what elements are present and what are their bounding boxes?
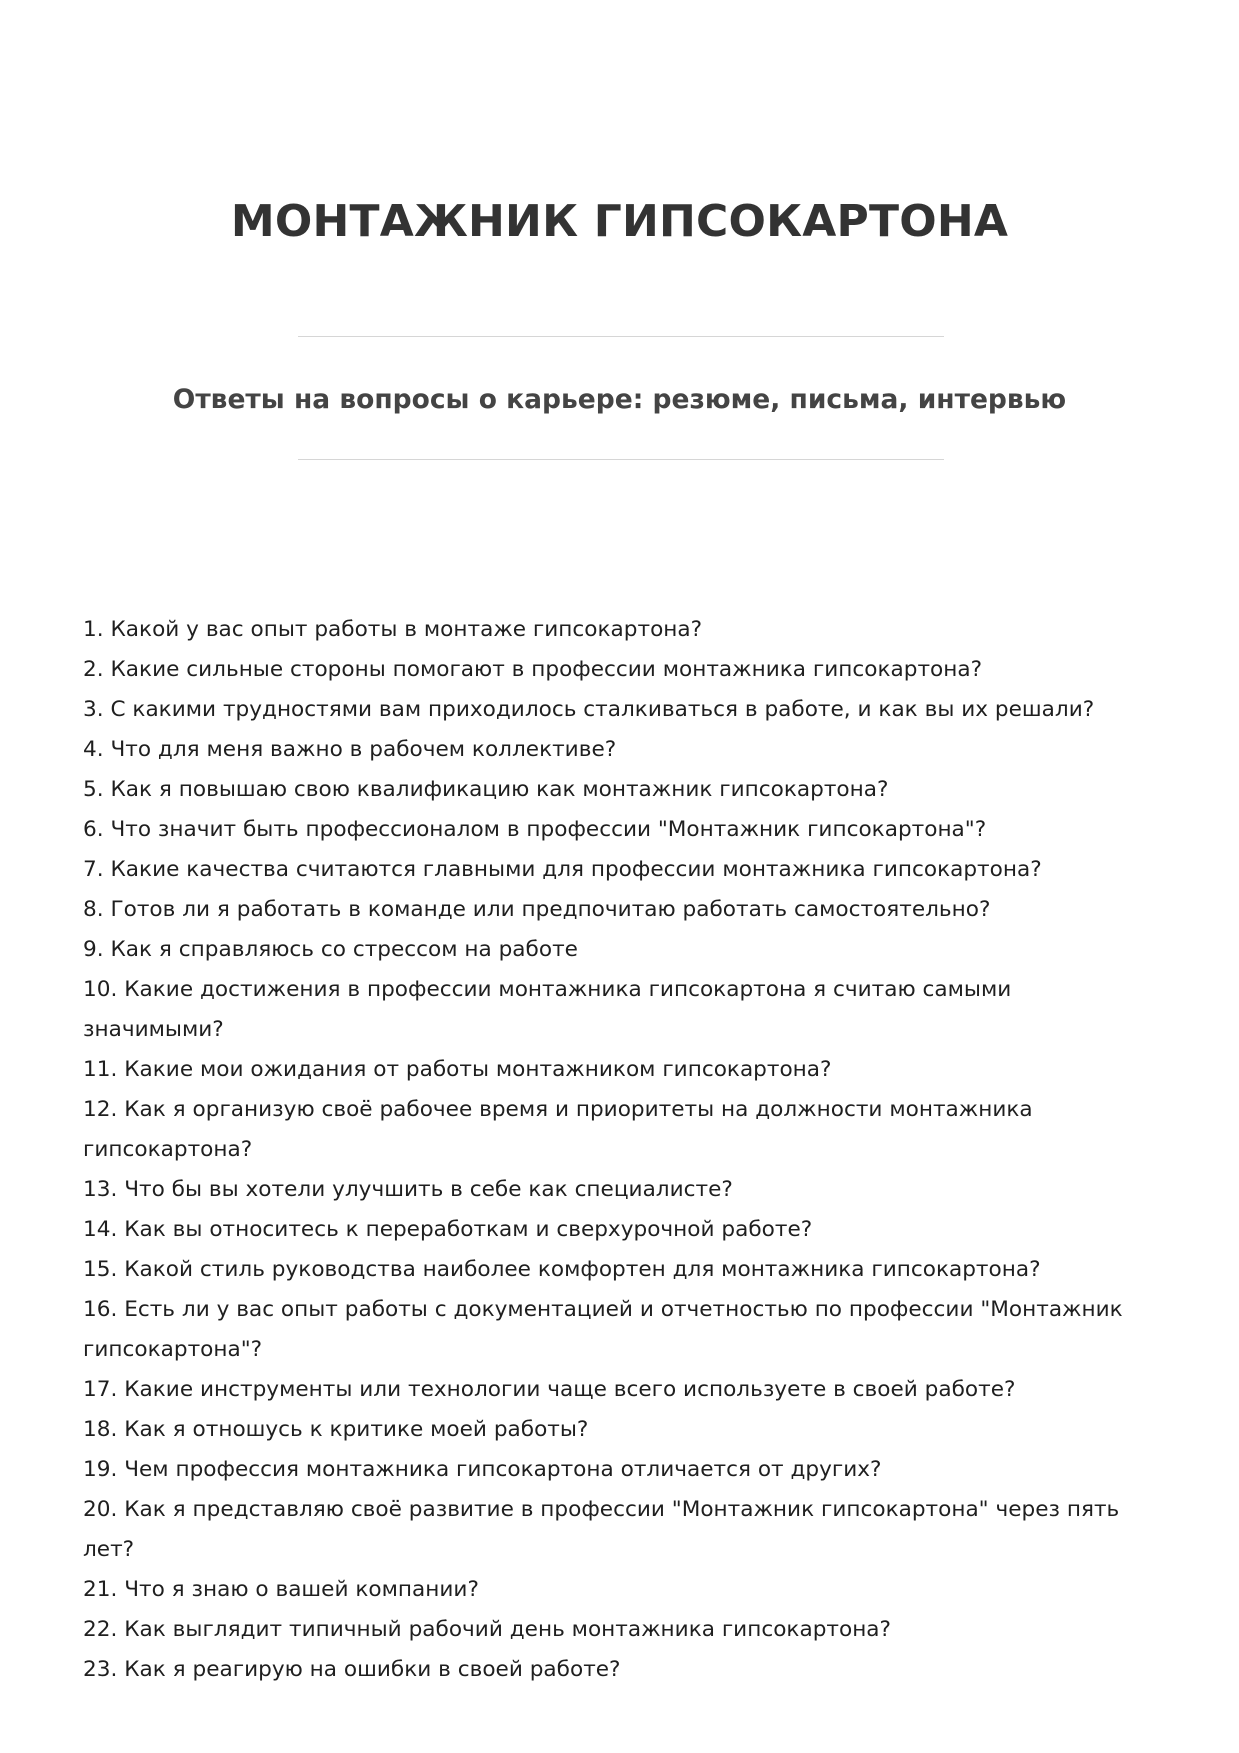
questions-list (83, 610, 1158, 1690)
question-item: 21. Что я знаю о вашей компании? (83, 1577, 479, 1602)
question-item: 2. Какие сильные стороны помогают в профессии монтажника гипсокартона? (83, 657, 983, 682)
question-item: 7. Какие качества считаются главными для профессии монтажника гипсокартона? (83, 857, 1042, 882)
question-item: 10. Какие достижения в профессии монтажника гипсокартона я считаю самыми значимыми? (83, 977, 1012, 1042)
question-item: 17. Какие инструменты или технологии чаще всего используете в своей работе? (83, 1377, 1016, 1402)
divider-top (298, 336, 944, 337)
page-subtitle: Ответы на вопросы о карьере: резюме, письма, интервью (172, 384, 1067, 415)
question-item: 8. Готов ли я работать в команде или предпочитаю работать самостоятельно? (83, 897, 991, 922)
question-item: 5. Как я повышаю свою квалификацию как монтажник гипсокартона? (83, 777, 889, 802)
question-item: 12. Как я организую своё рабочее время и приоритеты на должности монтажника гипсокартона? (83, 1097, 1033, 1162)
question-item: 23. Как я реагирую на ошибки в своей работе? (83, 1657, 621, 1682)
question-item: 9. Как я справляюсь со стрессом на работе (83, 937, 578, 962)
question-item: 11. Какие мои ожидания от работы монтажником гипсокартона? (83, 1057, 832, 1082)
question-item: 4. Что для меня важно в рабочем коллективе? (83, 737, 617, 762)
question-item: 18. Как я отношусь к критике моей работы? (83, 1417, 589, 1442)
question-item: 15. Какой стиль руководства наиболее комфортен для монтажника гипсокартона? (83, 1257, 1041, 1282)
question-item: 3. С какими трудностями вам приходилось сталкиваться в работе, и как вы их решали? (83, 697, 1095, 722)
question-item: 16. Есть ли у вас опыт работы с документацией и отчетностью по профессии "Монтажник гипсокартона"? (83, 1297, 1123, 1362)
question-item: 6. Что значит быть профессионалом в профессии "Монтажник гипсокартона"? (83, 817, 987, 842)
page-title: МОНТАЖНИК ГИПСОКАРТОНА (230, 196, 1009, 247)
divider-bottom (298, 459, 944, 460)
question-item: 13. Что бы вы хотели улучшить в себе как специалисте? (83, 1177, 733, 1202)
question-item: 22. Как выглядит типичный рабочий день монтажника гипсокартона? (83, 1617, 892, 1642)
question-item: 14. Как вы относитесь к переработкам и сверхурочной работе? (83, 1217, 813, 1242)
question-item: 19. Чем профессия монтажника гипсокартона отличается от других? (83, 1457, 882, 1482)
question-item: 1. Какой у вас опыт работы в монтаже гипсокартона? (83, 617, 703, 642)
question-item: 20. Как я представляю своё развитие в профессии "Монтажник гипсокартона" через пять лет? (83, 1497, 1120, 1562)
